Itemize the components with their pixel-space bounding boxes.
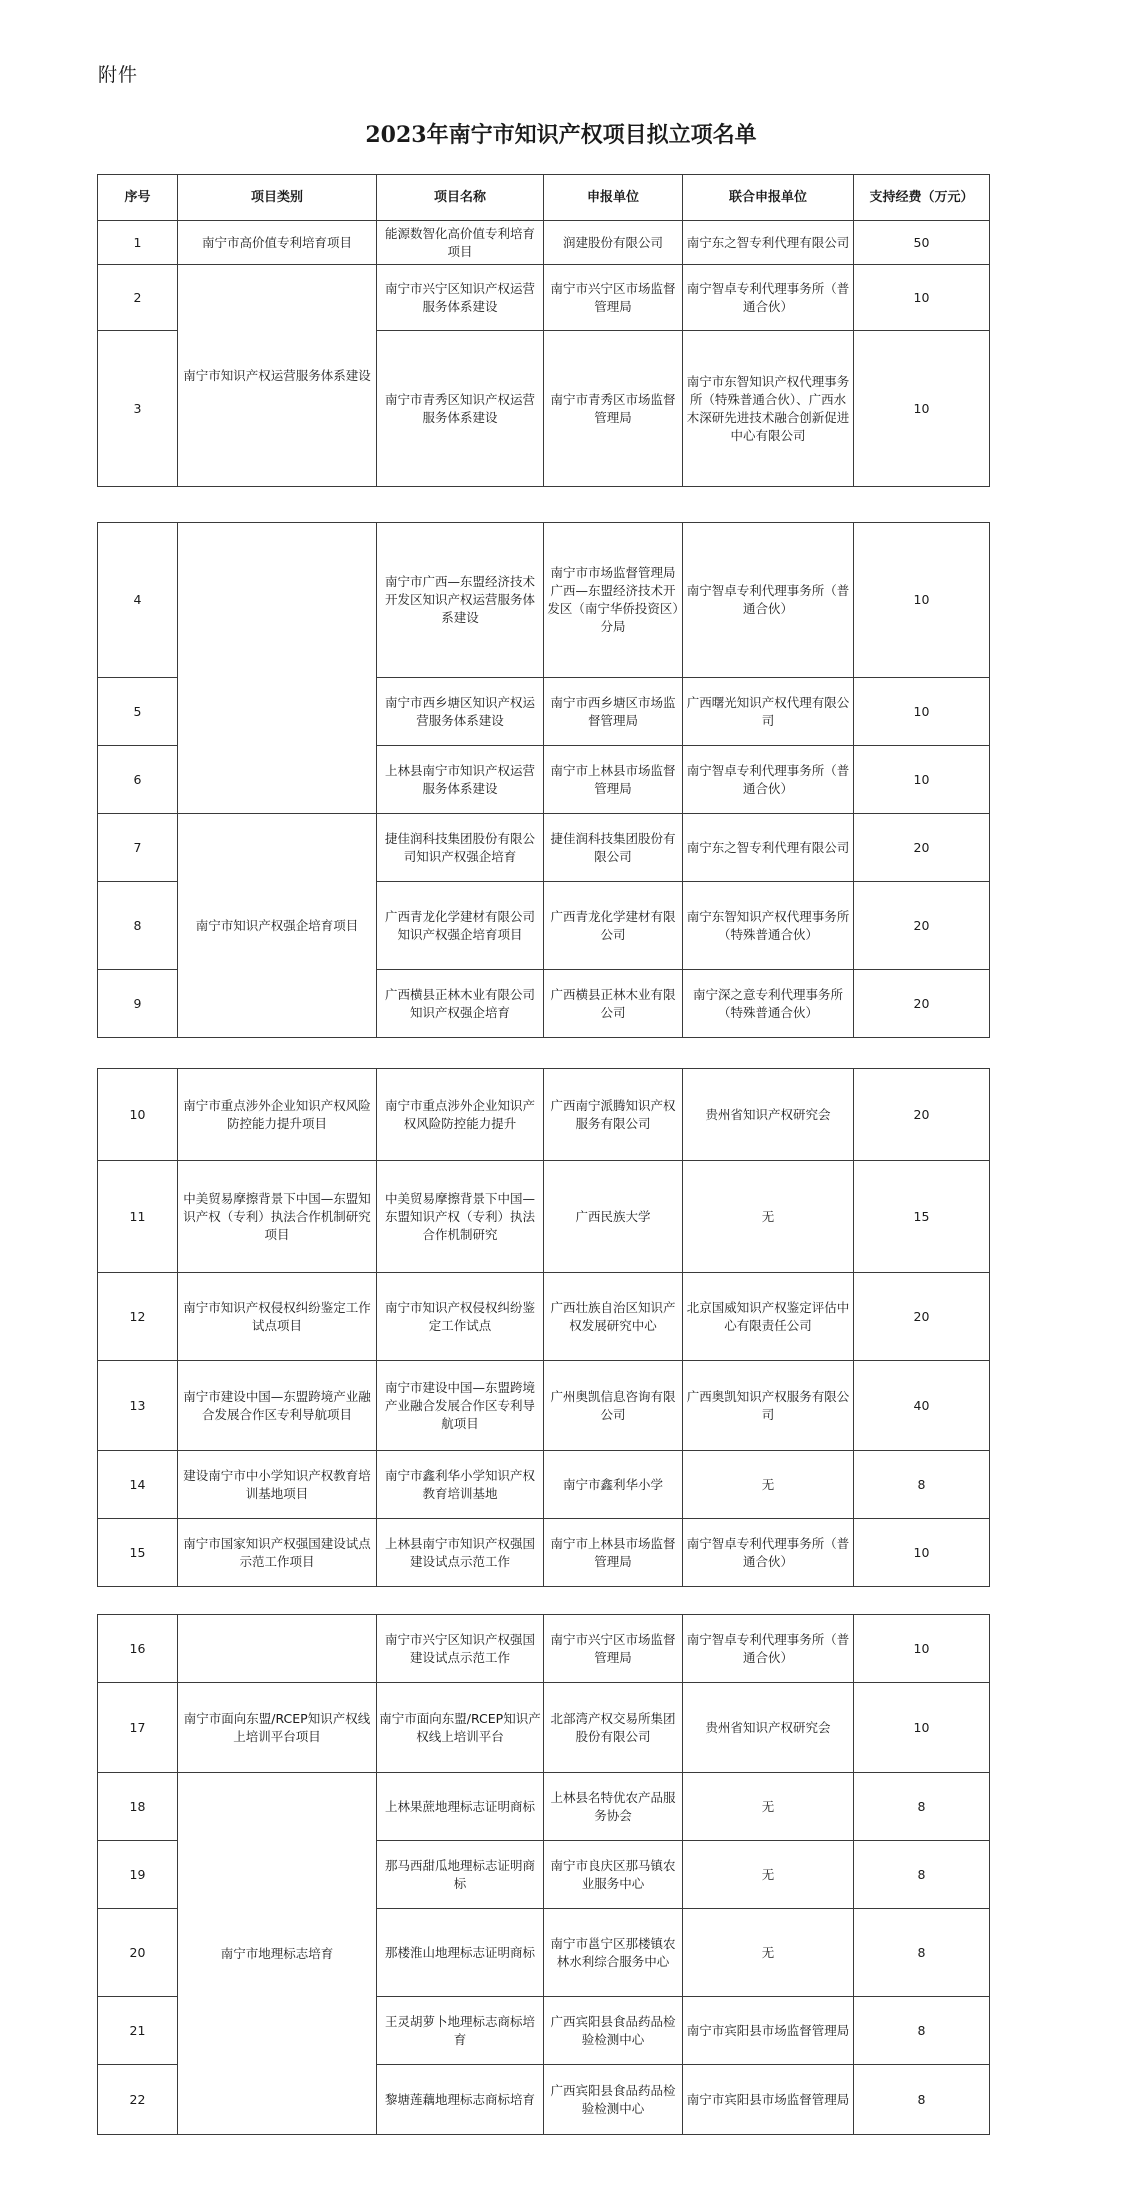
row-no: 19 — [98, 1841, 178, 1909]
row-applicant: 广西宾阳县食品药品检验检测中心 — [544, 2065, 683, 2135]
project-table-segment-3 — [97, 1068, 990, 1587]
row-funding: 10 — [854, 1683, 990, 1773]
row-funding: 10 — [854, 265, 990, 331]
row-applicant: 南宁市良庆区那马镇农业服务中心 — [544, 1841, 683, 1909]
row-project-name: 上林果蔗地理标志证明商标 — [377, 1773, 544, 1841]
row-applicant: 南宁市西乡塘区市场监督管理局 — [544, 678, 683, 746]
row-joint-applicant: 南宁智卓专利代理事务所（普通合伙） — [683, 265, 854, 331]
row-funding: 15 — [854, 1161, 990, 1273]
row-project-name: 那楼淮山地理标志证明商标 — [377, 1909, 544, 1997]
row-applicant: 广西民族大学 — [544, 1161, 683, 1273]
row-joint-applicant: 南宁市东智知识产权代理事务所（特殊普通合伙）、广西水木深研先进技术融合创新促进中心有限公司 — [683, 331, 854, 487]
header-category: 项目类别 — [178, 175, 377, 221]
row-funding: 20 — [854, 814, 990, 882]
row-joint-applicant: 无 — [683, 1909, 854, 1997]
row-no: 7 — [98, 814, 178, 882]
row-joint-applicant: 南宁智卓专利代理事务所（普通合伙） — [683, 1519, 854, 1587]
row-project-name: 上林县南宁市知识产权运营服务体系建设 — [377, 746, 544, 814]
row-funding: 8 — [854, 1997, 990, 2065]
row-project-name: 广西青龙化学建材有限公司知识产权强企培育项目 — [377, 882, 544, 970]
row-joint-applicant: 无 — [683, 1773, 854, 1841]
row-no: 22 — [98, 2065, 178, 2135]
row-no: 8 — [98, 882, 178, 970]
row-funding: 8 — [854, 1451, 990, 1519]
row-project-name: 那马西甜瓜地理标志证明商标 — [377, 1841, 544, 1909]
row-applicant: 捷佳润科技集团股份有限公司 — [544, 814, 683, 882]
row-no: 4 — [98, 523, 178, 678]
row-funding: 10 — [854, 746, 990, 814]
row-project-name: 南宁市兴宁区知识产权强国建设试点示范工作 — [377, 1615, 544, 1683]
row-funding: 8 — [854, 1841, 990, 1909]
row-applicant: 广西南宁派腾知识产权服务有限公司 — [544, 1069, 683, 1161]
row-funding: 10 — [854, 678, 990, 746]
header-funding: 支持经费（万元） — [854, 175, 990, 221]
row-joint-applicant: 北京国威知识产权鉴定评估中心有限责任公司 — [683, 1273, 854, 1361]
row-category: 南宁市建设中国—东盟跨境产业融合发展合作区专利导航项目 — [178, 1361, 377, 1451]
table-row — [98, 1519, 990, 1587]
row-no: 10 — [98, 1069, 178, 1161]
row-category: 南宁市知识产权侵权纠纷鉴定工作试点项目 — [178, 1273, 377, 1361]
row-applicant: 南宁市市场监督管理局广西—东盟经济技术开发区（南宁华侨投资区）分局 — [544, 523, 683, 678]
row-joint-applicant: 南宁市宾阳县市场监督管理局 — [683, 2065, 854, 2135]
row-joint-applicant: 无 — [683, 1451, 854, 1519]
row-joint-applicant: 贵州省知识产权研究会 — [683, 1683, 854, 1773]
row-no: 9 — [98, 970, 178, 1038]
row-project-name: 南宁市西乡塘区知识产权运营服务体系建设 — [377, 678, 544, 746]
row-no: 18 — [98, 1773, 178, 1841]
row-applicant: 润建股份有限公司 — [544, 221, 683, 265]
row-applicant: 广西横县正林木业有限公司 — [544, 970, 683, 1038]
row-joint-applicant: 无 — [683, 1841, 854, 1909]
row-category: 南宁市国家知识产权强国建设试点示范工作项目 — [178, 1519, 377, 1587]
row-category: 南宁市高价值专利培育项目 — [178, 221, 377, 265]
row-no: 14 — [98, 1451, 178, 1519]
row-funding: 20 — [854, 1273, 990, 1361]
table-row — [98, 265, 990, 331]
header-project-name: 项目名称 — [377, 175, 544, 221]
row-joint-applicant: 南宁市宾阳县市场监督管理局 — [683, 1997, 854, 2065]
row-no: 1 — [98, 221, 178, 265]
row-funding: 20 — [854, 1069, 990, 1161]
row-no: 16 — [98, 1615, 178, 1683]
table-header-row — [98, 175, 990, 221]
row-category: 南宁市知识产权强企培育项目 — [178, 814, 377, 1038]
table-row — [98, 1361, 990, 1451]
row-project-name: 上林县南宁市知识产权强国建设试点示范工作 — [377, 1519, 544, 1587]
row-project-name: 中美贸易摩擦背景下中国—东盟知识产权（专利）执法合作机制研究 — [377, 1161, 544, 1273]
row-applicant: 上林县名特优农产品服务协会 — [544, 1773, 683, 1841]
project-table-segment-1 — [97, 174, 990, 487]
row-no: 2 — [98, 265, 178, 331]
row-funding: 10 — [854, 1519, 990, 1587]
row-applicant: 南宁市青秀区市场监督管理局 — [544, 331, 683, 487]
project-table-segment-2 — [97, 522, 990, 1038]
row-joint-applicant: 南宁智卓专利代理事务所（普通合伙） — [683, 523, 854, 678]
project-table-segment-4 — [97, 1614, 990, 2135]
row-applicant: 南宁市上林县市场监督管理局 — [544, 1519, 683, 1587]
row-category: 南宁市地理标志培育 — [178, 1773, 377, 2135]
row-category: 南宁市面向东盟/RCEP知识产权线上培训平台项目 — [178, 1683, 377, 1773]
row-project-name: 南宁市青秀区知识产权运营服务体系建设 — [377, 331, 544, 487]
row-project-name: 南宁市兴宁区知识产权运营服务体系建设 — [377, 265, 544, 331]
row-funding: 50 — [854, 221, 990, 265]
row-project-name: 黎塘莲藕地理标志商标培育 — [377, 2065, 544, 2135]
row-project-name: 南宁市面向东盟/RCEP知识产权线上培训平台 — [377, 1683, 544, 1773]
table-row — [98, 523, 990, 678]
row-joint-applicant: 南宁东之智专利代理有限公司 — [683, 814, 854, 882]
row-funding: 10 — [854, 331, 990, 487]
table-row — [98, 814, 990, 882]
row-funding: 20 — [854, 882, 990, 970]
row-no: 15 — [98, 1519, 178, 1587]
row-no: 5 — [98, 678, 178, 746]
row-no: 3 — [98, 331, 178, 487]
row-applicant: 南宁市上林县市场监督管理局 — [544, 746, 683, 814]
row-applicant: 广西青龙化学建材有限公司 — [544, 882, 683, 970]
row-applicant: 北部湾产权交易所集团股份有限公司 — [544, 1683, 683, 1773]
header-no: 序号 — [98, 175, 178, 221]
row-category-blank — [178, 523, 377, 814]
row-category-blank — [178, 1615, 377, 1683]
row-applicant: 南宁市兴宁区市场监督管理局 — [544, 265, 683, 331]
row-applicant: 广西壮族自治区知识产权发展研究中心 — [544, 1273, 683, 1361]
table-row — [98, 1615, 990, 1683]
row-project-name: 南宁市建设中国—东盟跨境产业融合发展合作区专利导航项目 — [377, 1361, 544, 1451]
row-joint-applicant: 南宁深之意专利代理事务所（特殊普通合伙） — [683, 970, 854, 1038]
header-applicant: 申报单位 — [544, 175, 683, 221]
row-funding: 40 — [854, 1361, 990, 1451]
row-applicant: 南宁市邕宁区那楼镇农林水利综合服务中心 — [544, 1909, 683, 1997]
row-funding: 20 — [854, 970, 990, 1038]
row-funding: 8 — [854, 2065, 990, 2135]
row-funding: 8 — [854, 1909, 990, 1997]
row-joint-applicant: 南宁东之智专利代理有限公司 — [683, 221, 854, 265]
row-joint-applicant: 无 — [683, 1161, 854, 1273]
row-category: 南宁市重点涉外企业知识产权风险防控能力提升项目 — [178, 1069, 377, 1161]
table-row — [98, 1161, 990, 1273]
row-joint-applicant: 南宁智卓专利代理事务所（普通合伙） — [683, 746, 854, 814]
header-joint-applicant: 联合申报单位 — [683, 175, 854, 221]
row-joint-applicant: 广西曙光知识产权代理有限公司 — [683, 678, 854, 746]
row-no: 6 — [98, 746, 178, 814]
row-project-name: 捷佳润科技集团股份有限公司知识产权强企培育 — [377, 814, 544, 882]
page-title: 2023年南宁市知识产权项目拟立项名单 — [365, 122, 757, 148]
row-no: 12 — [98, 1273, 178, 1361]
row-funding: 10 — [854, 1615, 990, 1683]
table-row — [98, 1273, 990, 1361]
row-project-name: 南宁市重点涉外企业知识产权风险防控能力提升 — [377, 1069, 544, 1161]
row-no: 21 — [98, 1997, 178, 2065]
row-category: 建设南宁市中小学知识产权教育培训基地项目 — [178, 1451, 377, 1519]
row-no: 11 — [98, 1161, 178, 1273]
row-joint-applicant: 南宁智卓专利代理事务所（普通合伙） — [683, 1615, 854, 1683]
table-row — [98, 1773, 990, 1841]
row-category: 南宁市知识产权运营服务体系建设 — [178, 265, 377, 487]
row-project-name: 南宁市广西—东盟经济技术开发区知识产权运营服务体系建设 — [377, 523, 544, 678]
row-applicant: 广州奥凯信息咨询有限公司 — [544, 1361, 683, 1451]
row-project-name: 南宁市鑫利华小学知识产权教育培训基地 — [377, 1451, 544, 1519]
row-no: 17 — [98, 1683, 178, 1773]
table-row — [98, 1451, 990, 1519]
table-row — [98, 1683, 990, 1773]
row-funding: 8 — [854, 1773, 990, 1841]
row-joint-applicant: 贵州省知识产权研究会 — [683, 1069, 854, 1161]
row-project-name: 能源数智化高价值专利培育项目 — [377, 221, 544, 265]
row-project-name: 南宁市知识产权侵权纠纷鉴定工作试点 — [377, 1273, 544, 1361]
attachment-label: 附件 — [98, 64, 139, 86]
row-category: 中美贸易摩擦背景下中国—东盟知识产权（专利）执法合作机制研究项目 — [178, 1161, 377, 1273]
row-applicant: 南宁市兴宁区市场监督管理局 — [544, 1615, 683, 1683]
table-row — [98, 1069, 990, 1161]
row-applicant: 南宁市鑫利华小学 — [544, 1451, 683, 1519]
row-joint-applicant: 南宁东智知识产权代理事务所（特殊普通合伙） — [683, 882, 854, 970]
row-no: 13 — [98, 1361, 178, 1451]
table-row — [98, 221, 990, 265]
row-applicant: 广西宾阳县食品药品检验检测中心 — [544, 1997, 683, 2065]
row-joint-applicant: 广西奥凯知识产权服务有限公司 — [683, 1361, 854, 1451]
row-project-name: 广西横县正林木业有限公司知识产权强企培育 — [377, 970, 544, 1038]
row-project-name: 王灵胡萝卜地理标志商标培育 — [377, 1997, 544, 2065]
row-no: 20 — [98, 1909, 178, 1997]
row-funding: 10 — [854, 523, 990, 678]
